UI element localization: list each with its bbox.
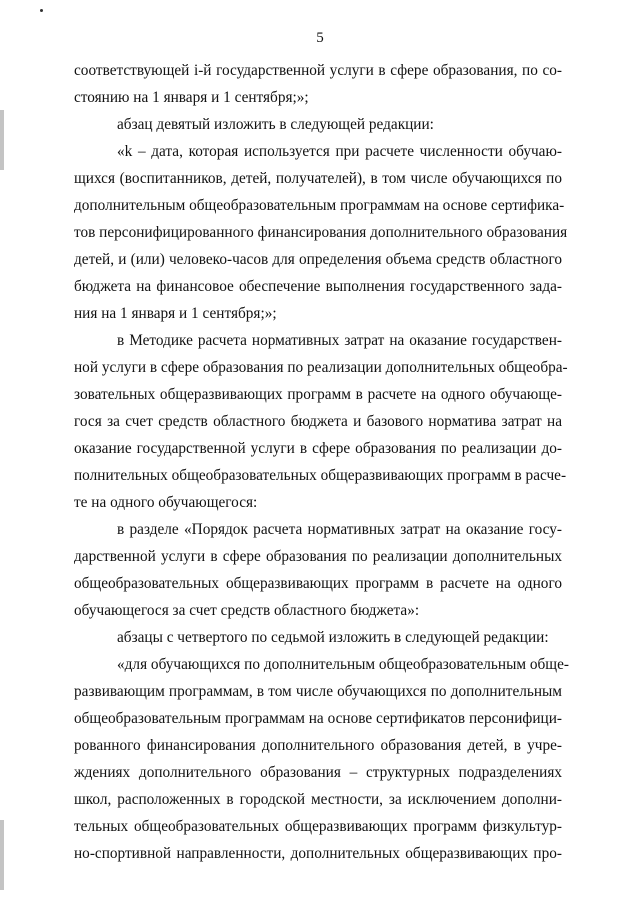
text-line: ния на 1 января и 1 сентября;»; bbox=[74, 305, 277, 322]
text-line: ждениях дополнительного образования – структурных подразделениях bbox=[74, 764, 562, 781]
scan-dot bbox=[40, 9, 43, 12]
text-line: в разделе «Порядок расчета нормативных затрат на оказание госу- bbox=[117, 521, 562, 538]
text-line: бюджета на финансовое обеспечение выполнения государственного зада- bbox=[74, 278, 562, 295]
scan-edge-mark bbox=[0, 820, 4, 890]
text-line: абзац девятый изложить в следующей редакции: bbox=[117, 116, 434, 133]
text-line: щихся (воспитанников, детей, получателей), в том числе обучающихся по bbox=[74, 170, 562, 187]
text-line: «k – дата, которая используется при расчете численности обучаю- bbox=[117, 143, 562, 160]
scan-edge-mark bbox=[0, 110, 4, 170]
page-number: 5 bbox=[316, 30, 324, 46]
text-line: зовательных общеразвивающих программ в расчете на одного обучающе- bbox=[74, 386, 562, 403]
text-line: в Методике расчета нормативных затрат на оказание государствен- bbox=[117, 332, 562, 349]
text-line: оказание государственной услуги в сфере образования по реализации до- bbox=[74, 440, 562, 457]
text-line: ной услуги в сфере образования по реализации дополнительных общеобра- bbox=[74, 359, 568, 376]
text-line: обучающегося за счет средств областного бюджета»: bbox=[74, 602, 420, 619]
text-line: тельных общеобразовательных общеразвивающих программ физкультур- bbox=[74, 818, 562, 835]
text-line: полнительных общеобразовательных общеразвивающих программ в расче- bbox=[74, 467, 567, 484]
text-line: рованного финансирования дополнительного образования детей, в учре- bbox=[74, 737, 562, 754]
text-line: стоянию на 1 января и 1 сентября;»; bbox=[74, 89, 309, 106]
text-line: школ, расположенных в городской местности, за исключением дополни- bbox=[74, 791, 562, 808]
text-line: но-спортивной направленности, дополнительных общеразвивающих про- bbox=[74, 845, 562, 862]
text-line: дарственной услуги в сфере образования по реализации дополнительных bbox=[74, 548, 562, 565]
text-line: общеобразовательным программам на основе сертификатов персонифици- bbox=[74, 710, 562, 727]
text-line: детей, и (или) человеко-часов для определения объема средств областного bbox=[74, 251, 562, 268]
text-line: «для обучающихся по дополнительным общеобразовательным обще- bbox=[117, 656, 569, 673]
text-line: общеобразовательных общеразвивающих программ в расчете на одного bbox=[74, 575, 562, 592]
text-line: соответствующей i-й государственной услуги в сфере образования, по со- bbox=[74, 62, 562, 79]
text-line: гося за счет средств областного бюджета и базового норматива затрат на bbox=[74, 413, 562, 430]
text-line: абзацы с четвертого по седьмой изложить в следующей редакции: bbox=[117, 629, 549, 646]
text-line: развивающим программам, в том числе обучающихся по дополнительным bbox=[74, 683, 562, 700]
text-line: дополнительным общеобразовательным программам на основе сертифика- bbox=[74, 197, 565, 214]
text-line: тов персонифицированного финансирования дополнительного образования bbox=[74, 224, 568, 241]
text-line: те на одного обучающегося: bbox=[74, 494, 258, 511]
